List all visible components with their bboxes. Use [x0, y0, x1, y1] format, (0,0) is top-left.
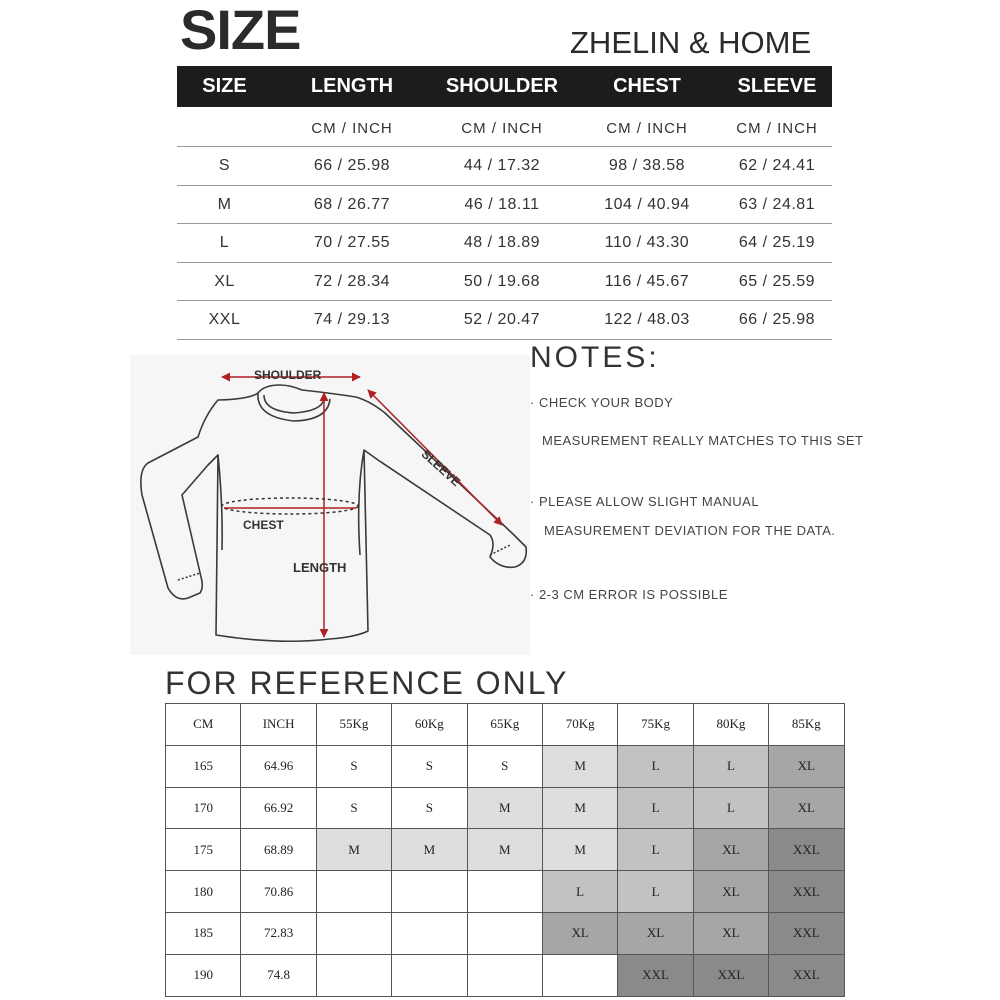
table-row: [166, 871, 845, 913]
table-row: [177, 147, 832, 186]
column-header: LENGTH: [310, 75, 394, 97]
size-cell: L: [618, 829, 693, 871]
size-cell: XXL: [618, 954, 693, 996]
reference-header-cell: 75Kg: [618, 704, 693, 746]
height-cm-cell: 170: [166, 787, 241, 829]
reference-header-cell: INCH: [241, 704, 316, 746]
size-cell: XXL: [769, 954, 844, 996]
column-header: SIZE: [202, 75, 247, 97]
table-row: [166, 954, 845, 996]
height-cm-cell: 175: [166, 829, 241, 871]
shoulder-cell: 44 / 17.32: [463, 157, 541, 174]
size-cell: [316, 954, 391, 996]
size-cell: [316, 912, 391, 954]
reference-header-cell: 55Kg: [316, 704, 391, 746]
shoulder-cell: 46 / 18.11: [464, 195, 540, 213]
column-header: SLEEVE: [737, 75, 817, 97]
size-cell: S: [316, 745, 391, 787]
unit-label: CM / INCH: [461, 120, 543, 137]
sleeve-label: SLEEVE: [418, 447, 464, 490]
length-cell: 68 / 26.77: [313, 195, 391, 213]
size-chart-table: [177, 66, 832, 340]
chest-cell: 122 / 48.03: [604, 311, 690, 328]
size-cell: [467, 912, 542, 954]
size-cell: XXL: [693, 954, 768, 996]
shoulder-cell: 48 / 18.89: [463, 234, 541, 251]
size-cell: L: [542, 871, 617, 913]
unit-label: CM / INCH: [606, 120, 688, 137]
length-label: LENGTH: [293, 560, 347, 575]
size-cell: L: [618, 745, 693, 787]
chest-label: CHEST: [243, 518, 284, 532]
size-cell: XXL: [769, 912, 844, 954]
size-cell: XL: [693, 871, 768, 913]
size-cell: S: [467, 745, 542, 787]
size-cell: L: [618, 787, 693, 829]
size-cell: [542, 954, 617, 996]
chest-cell: 110 / 43.30: [604, 234, 690, 251]
size-cell: S: [218, 157, 231, 174]
size-cell: [467, 871, 542, 913]
column-header: CHEST: [613, 75, 681, 97]
note-line: MEASUREMENT REALLY MATCHES TO THIS SET: [542, 433, 864, 448]
size-title: SIZE: [180, 0, 301, 61]
size-cell: M: [542, 787, 617, 829]
size-cell: XXL: [769, 829, 844, 871]
size-cell: [316, 871, 391, 913]
length-cell: 72 / 28.34: [313, 272, 391, 290]
note-line: · PLEASE ALLOW SLIGHT MANUAL: [530, 494, 760, 509]
shirt-outline-icon: [130, 355, 530, 655]
size-cell: M: [217, 195, 232, 213]
height-cm-cell: 185: [166, 912, 241, 954]
size-cell: [392, 912, 467, 954]
size-cell: L: [618, 871, 693, 913]
height-inch-cell: 74.8: [241, 954, 316, 996]
height-cm-cell: 165: [166, 745, 241, 787]
size-cell: M: [392, 829, 467, 871]
length-cell: 70 / 27.55: [313, 234, 391, 251]
size-cell: [392, 954, 467, 996]
chest-cell: 104 / 40.94: [604, 195, 690, 213]
table-row: [177, 301, 832, 340]
size-cell: XL: [769, 787, 844, 829]
height-inch-cell: 72.83: [241, 912, 316, 954]
reference-header-cell: 80Kg: [693, 704, 768, 746]
size-cell: M: [316, 829, 391, 871]
size-cell: XXL: [208, 311, 241, 328]
size-cell: XL: [693, 912, 768, 954]
shoulder-cell: 52 / 20.47: [463, 311, 541, 328]
size-cell: L: [693, 745, 768, 787]
shoulder-cell: 50 / 19.68: [463, 272, 541, 290]
note-line: · CHECK YOUR BODY: [530, 395, 674, 410]
length-cell: 66 / 25.98: [313, 157, 391, 174]
length-cell: 74 / 29.13: [313, 311, 391, 328]
reference-header-cell: 85Kg: [769, 704, 844, 746]
height-cm-cell: 180: [166, 871, 241, 913]
unit-label: [177, 107, 272, 146]
note-line: · 2-3 CM ERROR IS POSSIBLE: [530, 587, 728, 602]
table-row: [166, 745, 845, 787]
brand-name: ZHELIN & HOME: [570, 25, 812, 60]
size-cell: S: [392, 787, 467, 829]
size-cell: [467, 954, 542, 996]
unit-label: CM / INCH: [736, 120, 818, 137]
notes-title: NOTES:: [530, 341, 660, 374]
size-cell: [392, 871, 467, 913]
sleeve-cell: 66 / 25.98: [738, 311, 816, 328]
size-cell: XL: [693, 829, 768, 871]
size-cell: XL: [214, 272, 235, 290]
sleeve-cell: 65 / 25.59: [738, 272, 816, 290]
column-header: SHOULDER: [445, 75, 559, 97]
sleeve-cell: 64 / 25.19: [738, 234, 816, 251]
size-cell: M: [467, 829, 542, 871]
size-cell: M: [542, 745, 617, 787]
unit-label: CM / INCH: [311, 120, 393, 137]
size-cell: XL: [542, 912, 617, 954]
reference-header-cell: 65Kg: [467, 704, 542, 746]
note-line: MEASUREMENT DEVIATION FOR THE DATA.: [544, 523, 836, 538]
reference-header-cell: CM: [166, 704, 241, 746]
height-inch-cell: 68.89: [241, 829, 316, 871]
height-cm-cell: 190: [166, 954, 241, 996]
size-cell: XXL: [769, 871, 844, 913]
table-row: [166, 912, 845, 954]
size-cell: XL: [618, 912, 693, 954]
reference-header-cell: 60Kg: [392, 704, 467, 746]
reference-header-row: [166, 704, 845, 746]
height-inch-cell: 66.92: [241, 787, 316, 829]
height-inch-cell: 64.96: [241, 745, 316, 787]
reference-table: [165, 703, 845, 997]
size-cell: S: [316, 787, 391, 829]
size-cell: L: [219, 234, 230, 251]
size-cell: S: [392, 745, 467, 787]
chest-cell: 98 / 38.58: [608, 157, 686, 174]
table-row: [166, 787, 845, 829]
chest-cell: 116 / 45.67: [604, 272, 690, 290]
size-chart-header: [177, 66, 832, 107]
size-cell: XL: [769, 745, 844, 787]
units-row: [177, 107, 832, 147]
table-row: [177, 186, 832, 225]
sleeve-cell: 63 / 24.81: [738, 195, 816, 213]
sleeve-cell: 62 / 24.41: [738, 157, 816, 174]
reference-header-cell: 70Kg: [542, 704, 617, 746]
table-row: [166, 829, 845, 871]
height-inch-cell: 70.86: [241, 871, 316, 913]
table-row: [177, 263, 832, 302]
measurement-diagram: [130, 355, 530, 655]
table-row: [177, 224, 832, 263]
shoulder-label: SHOULDER: [254, 368, 322, 382]
reference-title: FOR REFERENCE ONLY: [165, 665, 569, 701]
size-cell: L: [693, 787, 768, 829]
size-cell: M: [542, 829, 617, 871]
size-cell: M: [467, 787, 542, 829]
